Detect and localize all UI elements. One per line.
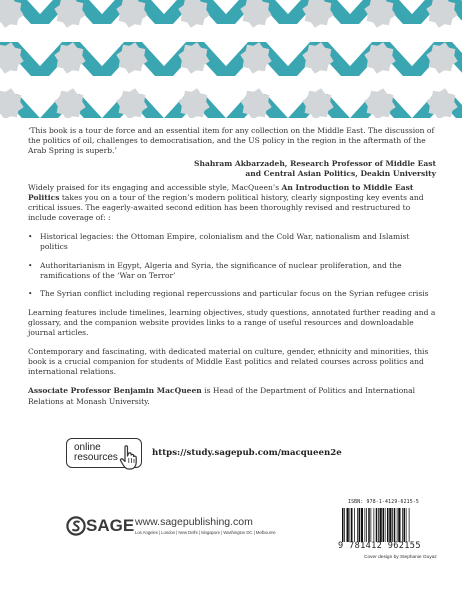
book-title: An Introduction to Middle East Politics (28, 183, 414, 203)
author-name: Associate Professor Benjamin MacQueen (28, 386, 202, 396)
barcode-bar (361, 508, 363, 542)
isbn-label: ISBN: 978-1-4129-6215-5 (348, 500, 420, 505)
barcode-bar (354, 508, 355, 542)
barcode-bar (406, 508, 407, 542)
hand-cursor-icon (118, 443, 142, 471)
barcode-bar (371, 508, 372, 542)
barcode-bar (376, 508, 378, 542)
barcode-bar (378, 508, 379, 542)
barcode-bar (398, 508, 400, 542)
intro-paragraph (28, 183, 436, 223)
barcode-bar (402, 508, 403, 542)
cover-design-credit: Cover design by Stephanie Guyaz (364, 555, 437, 560)
online-resources-line-2: resources (74, 452, 118, 463)
author-paragraph (28, 386, 436, 406)
barcode-bar (387, 508, 389, 542)
barcode-bar (365, 508, 366, 542)
barcode-digits: 9 781412 962155 (338, 541, 421, 551)
barcode-bar (368, 508, 370, 542)
intro-before: Widely praised for its engaging and accessible style, MacQueen’s (28, 183, 282, 192)
sage-logo-text: SAGE (86, 516, 135, 535)
barcode-bar (357, 508, 358, 542)
review-quote (28, 126, 436, 179)
list-item: • The Syrian conflict including regional repercussions and particular focus on the Syrian refugee crisis (28, 289, 436, 299)
attribution-line-1: Shahram Akbarzadeh, Research Professor of Middle East (194, 159, 436, 169)
barcode-bar (350, 508, 351, 542)
book-description (28, 183, 436, 416)
companion-paragraph: Contemporary and fascinating, with dedicated material on culture, gender, ethnicity and minorities, this book is a crucial companion for students of Middle East politics and related courses across politics and international relations. (28, 347, 429, 377)
quote-text: ‘This book is a tour de force and an essential item for any collection on the Middle East. The discussion of the politics of oil, challenges to democratisation, and the US policy in the region in the aftermath of the Arab Spring is superb.’ (28, 126, 435, 156)
attribution-line-2: and Central Asian Politics, Deakin University (245, 169, 436, 179)
barcode-bar (397, 508, 398, 542)
barcode-bar (347, 508, 349, 542)
companion-website-link[interactable]: https://study.sagepub.com/macqueen2e (152, 448, 342, 458)
barcode-bar (409, 508, 410, 542)
geometric-pattern-banner (0, 0, 462, 118)
coverage-list (28, 232, 436, 298)
list-item: • Authoritarianism in Egypt, Algeria and Syria, the significance of nuclear proliferation, and the ramifications of the ‘War on Terror’ (28, 261, 436, 281)
barcode-bar (359, 508, 361, 542)
barcode-bar (385, 508, 386, 542)
learning-features-paragraph: Learning features include timelines, learning objectives, study questions, annotated further reading and a glossary, and the companion website provides links to a range of useful resources and downloadable journal articles. (28, 307, 436, 338)
barcode-bar (374, 508, 375, 542)
barcode-graphic (340, 508, 438, 542)
intro-after: takes you on a tour of the region’s modern political history, clearly signposting key events and critical issues. The eagerly-awaited second edition has been thoroughly revised and restructured to include coverage of: : (28, 193, 424, 223)
publisher-cities: Los Angeles | London | New Delhi | Singapore | Washington DC | Melbourne (135, 530, 276, 535)
barcode-bar (344, 508, 345, 542)
quote-attribution (28, 159, 436, 179)
barcode-bar (342, 508, 344, 542)
list-item: • Historical legacies: the Ottoman Empire, colonialism and the Cold War, nationalism and Islamist politics (28, 232, 436, 252)
sage-logo-icon (66, 516, 86, 536)
barcode-bar (404, 508, 406, 542)
barcode-bar (366, 508, 367, 542)
author-bio: is Head of the Department of Politics and International Relations at Monash University. (28, 386, 416, 406)
barcode-bar (389, 508, 391, 542)
barcode-bar (351, 508, 353, 542)
barcode-bar (380, 508, 382, 542)
barcode-bar (394, 508, 396, 542)
barcode-bar (383, 508, 385, 542)
barcode-bar (392, 508, 393, 542)
online-resources-line-1: online (74, 442, 101, 453)
publisher-website[interactable]: www.sagepublishing.com (135, 516, 253, 528)
